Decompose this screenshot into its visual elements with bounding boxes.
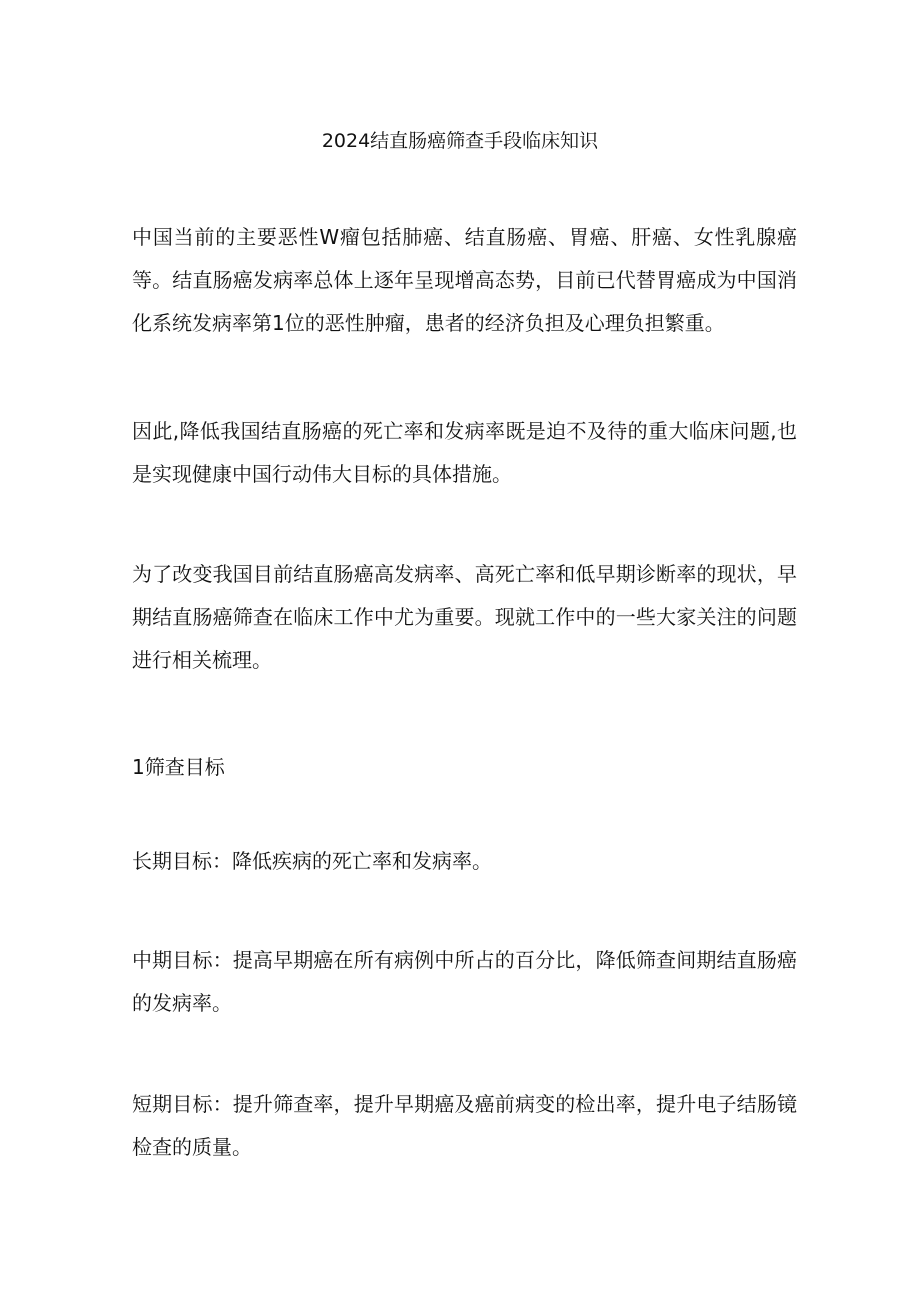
paragraph-significance: 因此,降低我国结直肠癌的死亡率和发病率既是迫不及待的重大临床问题,也是实现健康中国行动伟大目标的具体措施。 (132, 419, 797, 486)
paragraph-intro: 中国当前的主要恶性W瘤包括肺癌、结直肠癌、胃癌、肝癌、女性乳腺癌等。结直肠癌发病率总体上逐年呈现增高态势，目前已代替胃癌成为中国消化系统发病率第1位的恶性肿瘤，患者的经济负担及心理负担繁重。 (132, 225, 797, 335)
goal-short-term: 短期目标：提升筛查率，提升早期癌及癌前病变的检出率，提升电子结肠镜检查的质量。 (132, 1092, 797, 1159)
document-title: 2024结直肠癌筛查手段临床知识 (321, 130, 599, 152)
paragraph-purpose: 为了改变我国目前结直肠癌高发病率、高死亡率和低早期诊断率的现状，早期结直肠癌筛查在临床工作中尤为重要。现就工作中的一些大家关注的问题进行相关梳理。 (132, 562, 797, 672)
section-heading-screening-goals: 1筛查目标 (132, 755, 225, 779)
goal-long-term: 长期目标：降低疾病的死亡率和发病率。 (132, 849, 492, 873)
goal-mid-term: 中期目标：提高早期癌在所有病例中所占的百分比，降低筛查间期结直肠癌的发病率。 (132, 948, 797, 1015)
